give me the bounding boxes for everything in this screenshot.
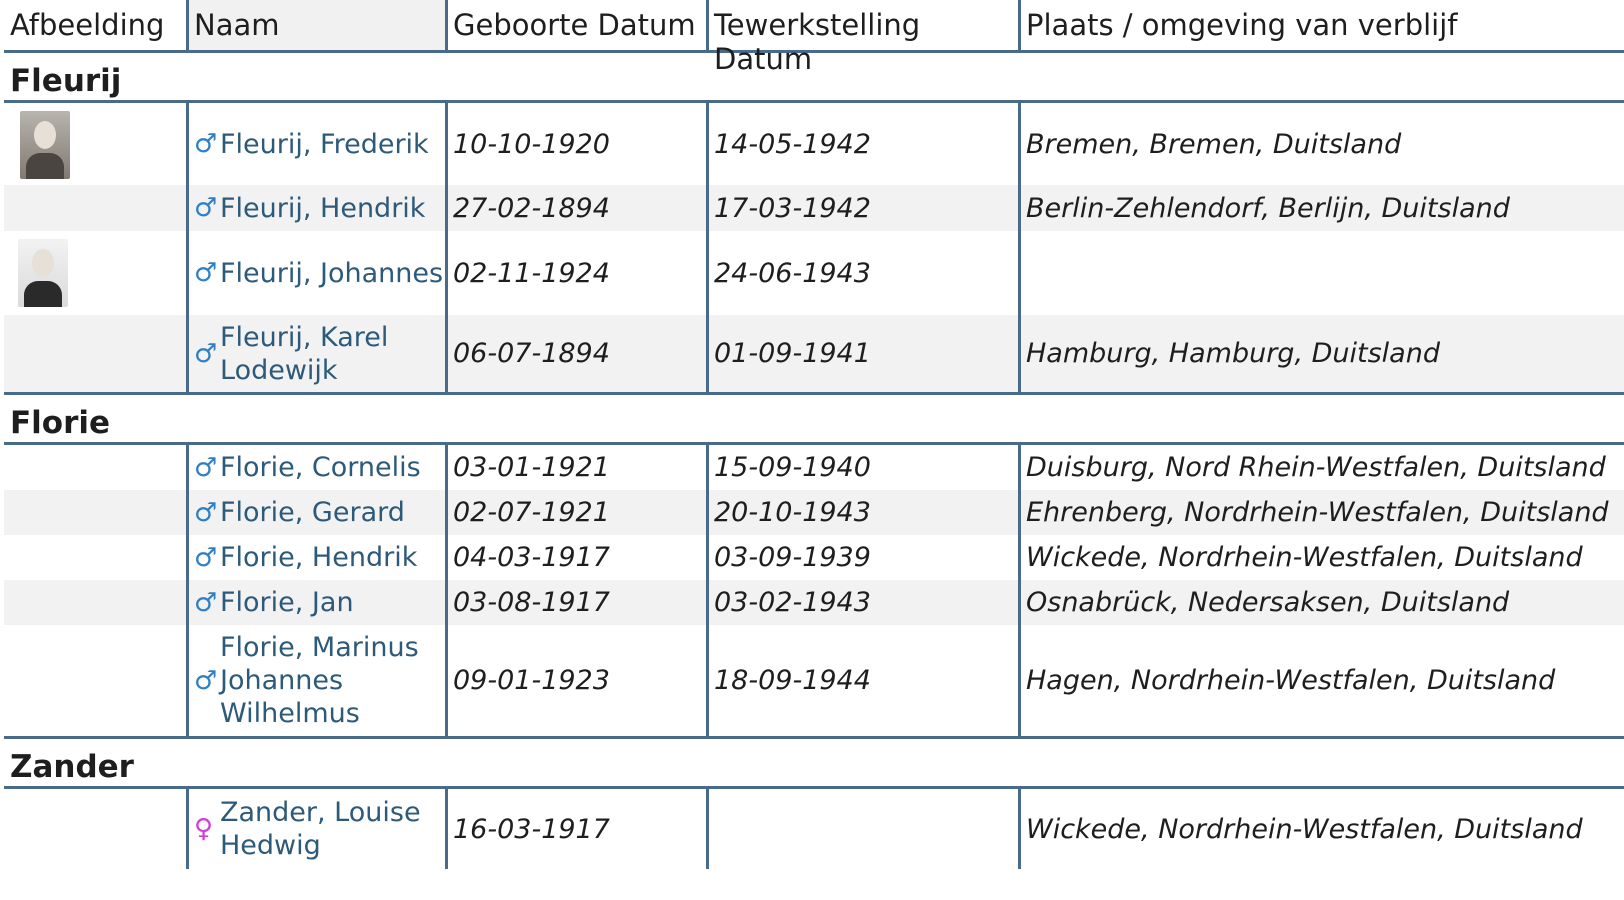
group-name: Zander xyxy=(10,749,134,785)
table-row xyxy=(4,231,1624,315)
birth-date: 06-07-1894 xyxy=(445,315,706,392)
name-cell xyxy=(186,625,445,736)
birth-date: 02-07-1921 xyxy=(445,490,706,535)
male-icon: ♂ xyxy=(194,542,218,573)
place: Wickede, Nordrhein-Westfalen, Duitsland xyxy=(1018,789,1624,869)
female-icon: ♀ xyxy=(194,814,214,844)
work-date: 20-10-1943 xyxy=(706,490,1018,535)
group-name: Fleurij xyxy=(10,63,122,99)
name-cell xyxy=(186,231,445,315)
person-name-link[interactable]: Zander, Louise Hedwig xyxy=(220,797,421,861)
group-header-fleurij xyxy=(4,53,1624,103)
work-date: 14-05-1942 xyxy=(706,103,1018,185)
place: Ehrenberg, Nordrhein-Westfalen, Duitsland xyxy=(1018,490,1624,535)
photo-cell xyxy=(4,103,186,185)
male-icon: ♂ xyxy=(194,129,218,159)
work-date: 03-09-1939 xyxy=(706,535,1018,580)
photo-cell xyxy=(4,445,186,490)
table-row xyxy=(4,535,1624,580)
person-name-link[interactable]: Fleurij, Frederik xyxy=(220,128,429,160)
person-name-link[interactable]: Florie, Jan xyxy=(220,587,354,618)
name-cell xyxy=(186,185,445,231)
header-geboorte-datum[interactable]: Geboorte Datum xyxy=(445,0,706,50)
work-date xyxy=(706,789,1018,869)
header-tewerkstelling-datum[interactable]: Tewerkstelling Datum xyxy=(706,0,1018,50)
place: Hamburg, Hamburg, Duitsland xyxy=(1018,315,1624,392)
birth-date: 10-10-1920 xyxy=(445,103,706,185)
male-icon: ♂ xyxy=(194,497,218,528)
photo-cell xyxy=(4,490,186,535)
name-cell xyxy=(186,580,445,625)
name-cell xyxy=(186,315,445,392)
work-date: 24-06-1943 xyxy=(706,231,1018,315)
place: Duisburg, Nord Rhein-Westfalen, Duitsland xyxy=(1018,445,1624,490)
header-afbeelding[interactable]: Afbeelding xyxy=(10,8,165,42)
person-photo[interactable] xyxy=(18,239,68,307)
birth-date: 04-03-1917 xyxy=(445,535,706,580)
name-cell xyxy=(186,445,445,490)
table-row xyxy=(4,445,1624,490)
person-name-link[interactable]: Fleurij, Hendrik xyxy=(220,192,426,224)
table-row xyxy=(4,789,1624,869)
table-row xyxy=(4,185,1624,231)
photo-cell xyxy=(4,185,186,231)
records-table xyxy=(4,0,1624,869)
photo-cell xyxy=(4,789,186,869)
place: Osnabrück, Nedersaksen, Duitsland xyxy=(1018,580,1624,625)
person-name-link[interactable]: Florie, Marinus Johannes Wilhelmus xyxy=(220,632,419,729)
male-icon: ♂ xyxy=(194,665,218,696)
birth-date: 16-03-1917 xyxy=(445,789,706,869)
table-header xyxy=(4,0,1624,76)
place: Berlin-Zehlendorf, Berlijn, Duitsland xyxy=(1018,185,1624,231)
place xyxy=(1018,231,1624,315)
place: Wickede, Nordrhein-Westfalen, Duitsland xyxy=(1018,535,1624,580)
table-row xyxy=(4,315,1624,395)
table-row xyxy=(4,490,1624,535)
work-date: 03-02-1943 xyxy=(706,580,1018,625)
work-date: 01-09-1941 xyxy=(706,315,1018,392)
person-name-link[interactable]: Fleurij, Karel Lodewijk xyxy=(220,321,389,386)
work-date: 15-09-1940 xyxy=(706,445,1018,490)
work-date: 18-09-1944 xyxy=(706,625,1018,736)
name-cell xyxy=(186,535,445,580)
table-row xyxy=(4,580,1624,625)
group-header-zander xyxy=(4,739,1624,789)
person-photo[interactable] xyxy=(20,111,70,179)
male-icon: ♂ xyxy=(194,258,218,288)
photo-cell xyxy=(4,315,186,392)
male-icon: ♂ xyxy=(194,338,218,369)
name-cell xyxy=(186,490,445,535)
birth-date: 03-08-1917 xyxy=(445,580,706,625)
photo-cell xyxy=(4,580,186,625)
birth-date: 03-01-1921 xyxy=(445,445,706,490)
name-cell xyxy=(186,789,445,869)
photo-cell xyxy=(4,231,186,315)
birth-date: 27-02-1894 xyxy=(445,185,706,231)
person-name-link[interactable]: Florie, Cornelis xyxy=(220,452,421,483)
header-naam[interactable]: Naam xyxy=(186,0,445,50)
table-row xyxy=(4,103,1624,185)
table-row xyxy=(4,625,1624,739)
place: Bremen, Bremen, Duitsland xyxy=(1018,103,1624,185)
photo-cell xyxy=(4,535,186,580)
header-plaats[interactable]: Plaats / omgeving van verblijf xyxy=(1018,0,1624,50)
group-name: Florie xyxy=(10,405,111,441)
name-cell xyxy=(186,103,445,185)
person-name-link[interactable]: Florie, Gerard xyxy=(220,497,405,528)
person-name-link[interactable]: Florie, Hendrik xyxy=(220,542,418,573)
group-header-florie xyxy=(4,395,1624,445)
birth-date: 02-11-1924 xyxy=(445,231,706,315)
photo-cell xyxy=(4,625,186,736)
person-name-link[interactable]: Fleurij, Johannes xyxy=(220,257,444,289)
work-date: 17-03-1942 xyxy=(706,185,1018,231)
male-icon: ♂ xyxy=(194,587,218,618)
male-icon: ♂ xyxy=(194,452,218,483)
place: Hagen, Nordrhein-Westfalen, Duitsland xyxy=(1018,625,1624,736)
birth-date: 09-01-1923 xyxy=(445,625,706,736)
male-icon: ♂ xyxy=(194,193,218,223)
